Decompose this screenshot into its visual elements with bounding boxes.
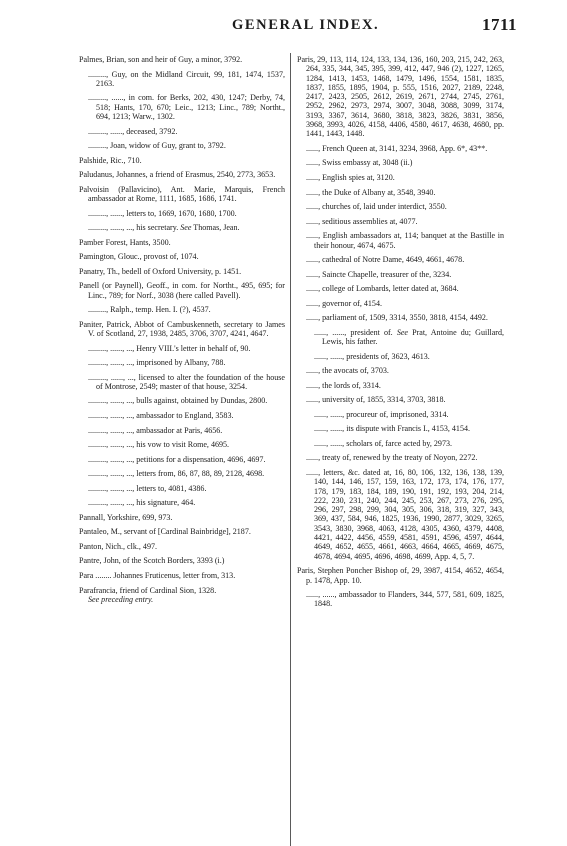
index-entry-text: Parafrancia, friend of Cardinal Sion, 1328.	[79, 585, 217, 595]
index-entry	[297, 566, 504, 585]
index-entry	[297, 217, 504, 226]
index-entry	[297, 439, 504, 448]
index-entry	[79, 344, 285, 353]
index-entry-text: ......, ......, procureur of, imprisoned, 3314.	[314, 409, 449, 419]
index-entry-text: ........., ......, ..., his vow to visit Rome, 4695.	[88, 440, 230, 450]
index-entry-text: ........., ......, ..., his secretary.	[88, 223, 179, 233]
index-entry-text: ......, English spies at, 3120.	[306, 173, 395, 183]
index-entry-text: ........., ......, in com. for Berks, 202, 430, 1247; Derby, 74, 518; Hants, 170, 670; Leic., 1213; Linc., 789; Northt., 694, 1213; Warw., 1302.	[88, 93, 285, 121]
index-entry-text: Panatry, Th., bedell of Oxford University, p. 1451.	[79, 266, 242, 276]
index-entry-text: ......, the avocats of, 3703.	[306, 366, 389, 376]
index-entry	[79, 305, 285, 314]
index-entry-text: Panell (or Paynell), Geoff., in com. for Northt., 495, 695; for Linc., 789; for Norf., 3038 (here called Pavell).	[79, 281, 285, 300]
index-entry	[79, 455, 285, 464]
index-entry	[79, 209, 285, 218]
index-entry	[297, 284, 504, 293]
index-entry	[79, 498, 285, 507]
index-entry	[297, 255, 504, 264]
index-entry	[79, 281, 285, 300]
index-entry	[79, 252, 285, 261]
column-divider	[290, 53, 291, 846]
index-entry	[297, 395, 504, 404]
index-entry	[297, 270, 504, 279]
index-entry	[79, 127, 285, 136]
index-entry	[79, 586, 285, 605]
index-entry	[297, 144, 504, 153]
index-entry-text: ........., Ralph., temp. Hen. I. (?), 4537.	[88, 305, 211, 315]
index-entry	[79, 93, 285, 121]
index-entry-text: ......, treaty of, renewed by the treaty of Noyon, 2272.	[306, 453, 478, 463]
index-entry	[79, 513, 285, 522]
index-entry-text: ......, letters, &c. dated at, 16, 80, 106, 132, 136, 138, 139, 140, 144, 146, 157, 159, 163, 172, 173, 174, 176, 177, 178, 179, 183, 184, 189, 190, 191, 192, 193, 204, 214, 222, 230, 231, 240, 244, 245, 253, 267, 273, 276, 295, 296, 297, 298, 299, 304, 305, 306, 318, 319, 327, 343, 369, 437, 584, 946, 1825, 1936, 1990, 2877, 3029, 3265, 3543, 3830, 3968, 4063, 4128, 4305, 4360, 4379, 4408, 4421, 4422, 4456, 4559, 4581, 4591, 4596, 4597, 4644, 4649, 4652, 4655, 4661, 4663, 4664, 4665, 4669, 4675, 4678, 4694, 4695, 4696, 4698, 4699, App. 4, 5, 7.	[306, 468, 504, 561]
index-entry-text: ........., Joan, widow of Guy, grant to, 3792.	[88, 141, 226, 151]
index-entry	[79, 484, 285, 493]
index-entry-text: Palvoisin (Pallavicino), Ant. Marie, Marquis, French ambassador at Rome, 1111, 1685, 1686, 1741.	[79, 184, 285, 204]
index-entry	[297, 366, 504, 375]
index-entry-text: Pantaleo, M., servant of [Cardinal Bainbridge], 2187.	[79, 527, 251, 537]
index-entry-text: ........., ......, ..., ambassador at Paris, 4656.	[88, 425, 223, 435]
index-entry	[297, 410, 504, 419]
index-entry	[79, 469, 285, 478]
index-entry-text: ......, the Duke of Albany at, 3548, 3940.	[306, 187, 436, 197]
see-reference-target: Thomas, Jean.	[191, 223, 240, 233]
index-entry-text: ......, ......, scholars of, farce acted by, 2973.	[314, 438, 453, 448]
index-entry-text: Pamington, Glouc., provost of, 1074.	[79, 252, 199, 262]
running-title: GENERAL INDEX.	[232, 17, 380, 33]
index-entry-text: ......, ......, ambassador to Flanders, 344, 577, 581, 609, 1825, 1848.	[306, 590, 504, 609]
index-entry-text: ........., ......, ..., petitions for a dispensation, 4696, 4697.	[88, 454, 266, 464]
index-entry	[297, 173, 504, 182]
index-entry-text: ........., ......, ..., imprisoned by Albany, 788.	[88, 358, 226, 368]
index-entry-text: Para ........ Johannes Fruticenus, letter from, 313.	[79, 571, 236, 581]
index-entry	[297, 55, 504, 139]
index-entry	[79, 571, 285, 580]
index-entry	[79, 141, 285, 150]
index-entry	[79, 156, 285, 165]
index-entry-text: ......, the lords of, 3314.	[306, 380, 381, 390]
index-entry-text: ......, ......, presidents of, 3623, 4613.	[314, 351, 430, 361]
index-entry-text: Pamber Forest, Hants, 3500.	[79, 237, 171, 247]
index-entry-text: Paludanus, Johannes, a friend of Erasmus, 2540, 2773, 3653.	[79, 170, 276, 180]
index-entry-text: ........., ......, ..., ambassador to England, 3583.	[88, 411, 234, 421]
index-entry-text: ......, seditious assemblies at, 4077.	[306, 216, 418, 226]
index-entry	[79, 440, 285, 449]
index-entry-text: Palmes, Brian, son and heir of Guy, a minor, 3792.	[79, 55, 243, 64]
index-column-right	[297, 55, 504, 614]
index-entry	[79, 527, 285, 536]
index-entry-text: Paniter, Patrick, Abbot of Cambuskenneth, secretary to James V. of Scotland, 27, 1938, 2485, 3706, 3707, 4241, 4647.	[79, 319, 285, 338]
index-entry-text: ........., ......, letters to, 1669, 1670, 1680, 1700.	[88, 208, 237, 218]
index-entry	[297, 424, 504, 433]
index-entry	[297, 231, 504, 250]
see-reference-target: Prat, Antoine du; Guillard, Lewis, his father.	[322, 327, 504, 347]
index-entry-text: ........., ......, ..., letters from, 86, 87, 88, 89, 2128, 4698.	[88, 469, 265, 479]
index-entry-text: ........., ......, deceased, 3792.	[88, 126, 178, 136]
index-entry-text: Pantre, John, of the Scotch Borders, 3393 (i.)	[79, 556, 225, 566]
index-entry-text: ......, Saincte Chapelle, treasurer of the, 3234.	[306, 269, 452, 279]
index-entry-text: ........., ......, ..., letters to, 4081, 4386.	[88, 483, 207, 493]
index-entry-text: ........., ......, ..., licensed to alter the foundation of the house of Montrose, 2549; master of that house, 3254.	[88, 372, 285, 391]
index-entry-text: ......, cathedral of Notre Dame, 4649, 4661, 4678.	[306, 255, 465, 265]
index-entry	[79, 320, 285, 339]
index-entry-text: ......, Swiss embassy at, 3048 (ii.)	[306, 158, 413, 168]
index-entry	[297, 158, 504, 167]
index-entry	[297, 453, 504, 462]
index-entry	[79, 170, 285, 179]
index-entry-text: ......, ......, president of.	[314, 327, 393, 337]
index-entry-text: Palshide, Ric., 710.	[79, 155, 142, 165]
index-entry	[79, 267, 285, 276]
index-entry	[297, 352, 504, 361]
index-entry	[79, 373, 285, 392]
index-entry	[297, 202, 504, 211]
index-entry-text: ......, French Queen at, 3141, 3234, 3968, App. 6*, 43**.	[306, 143, 488, 153]
index-entry-text: ......, college of Lombards, letter dated at, 3684.	[306, 284, 459, 294]
page-header	[0, 14, 567, 36]
index-entry	[79, 223, 285, 232]
index-entry	[79, 411, 285, 420]
see-reference: See	[396, 327, 408, 337]
index-entry	[297, 468, 504, 561]
index-entry	[297, 313, 504, 322]
index-entry-text: ......, parliament of, 1509, 3314, 3550, 3818, 4154, 4492.	[306, 313, 488, 323]
index-entry	[79, 238, 285, 247]
index-entry	[297, 590, 504, 609]
index-entry	[79, 426, 285, 435]
index-entry-text: ......, university of, 1855, 3314, 3703, 3818.	[306, 395, 446, 405]
index-entry-text: ......, governor of, 4154.	[306, 298, 382, 308]
index-entry-text: ........., ......, ..., his signature, 464.	[88, 498, 196, 508]
index-entry	[79, 396, 285, 405]
index-entry	[297, 299, 504, 308]
index-entry-text: ........., Guy, on the Midland Circuit, 99, 181, 1474, 1537, 2163.	[88, 69, 285, 88]
index-entry	[79, 55, 285, 64]
index-column-left	[79, 55, 285, 609]
index-entry-text: ........., ......, ..., bulls against, obtained by Dundas, 2800.	[88, 396, 268, 406]
index-entry	[297, 328, 504, 347]
index-entry	[297, 188, 504, 197]
index-entry-text: Paris, Stephen Poncher Bishop of, 29, 3987, 4154, 4652, 4654, p. 1478, App. 10.	[297, 566, 504, 585]
index-entry	[79, 70, 285, 89]
see-reference: See	[180, 223, 192, 233]
index-entry-text: Paris, 29, 113, 114, 124, 133, 134, 136, 160, 203, 215, 242, 263, 264, 335, 344, 345, 395, 399, 412, 447, 946 (2), 1227, 1265, 1284, 1413, 1453, 1468, 1479, 1496, 1554, 1581, 1835, 1837, 1855, 1895, 1904, p. 555, 1516, 2027, 2189, 2248, 2417, 2423, 2505, 2612, 2619, 2671, 2744, 2745, 2761, 2952, 2962, 2973, 2974, 3007, 3048, 3088, 3099, 3174, 3193, 3367, 3614, 3680, 3818, 3823, 3826, 3831, 3856, 3968, 3993, 4026, 4158, 4406, 4580, 4617, 4638, 4680, pp. 1441, 1443, 1448.	[297, 55, 504, 139]
page-number: 1711	[481, 15, 517, 34]
index-entry-text: ......, English ambassadors at, 114; banquet at the Bastille in their honour, 4674, 4675.	[306, 231, 504, 250]
index-entry-text: Pannall, Yorkshire, 699, 973.	[79, 512, 173, 522]
index-entry	[79, 185, 285, 204]
index-entry-text: ......, churches of, laid under interdict, 3550.	[306, 202, 447, 212]
index-entry-text: Panton, Nich., clk., 497.	[79, 541, 158, 551]
index-entry	[79, 542, 285, 551]
index-entry-text: ........., ......, ..., Henry VIII.'s letter in behalf of, 90.	[88, 343, 251, 353]
index-entry-text: ......, ......, its dispute with Francis I., 4153, 4154.	[314, 424, 471, 434]
index-entry	[297, 381, 504, 390]
see-preceding-note: See preceding entry.	[88, 594, 154, 604]
index-entry	[79, 358, 285, 367]
index-entry	[79, 556, 285, 565]
